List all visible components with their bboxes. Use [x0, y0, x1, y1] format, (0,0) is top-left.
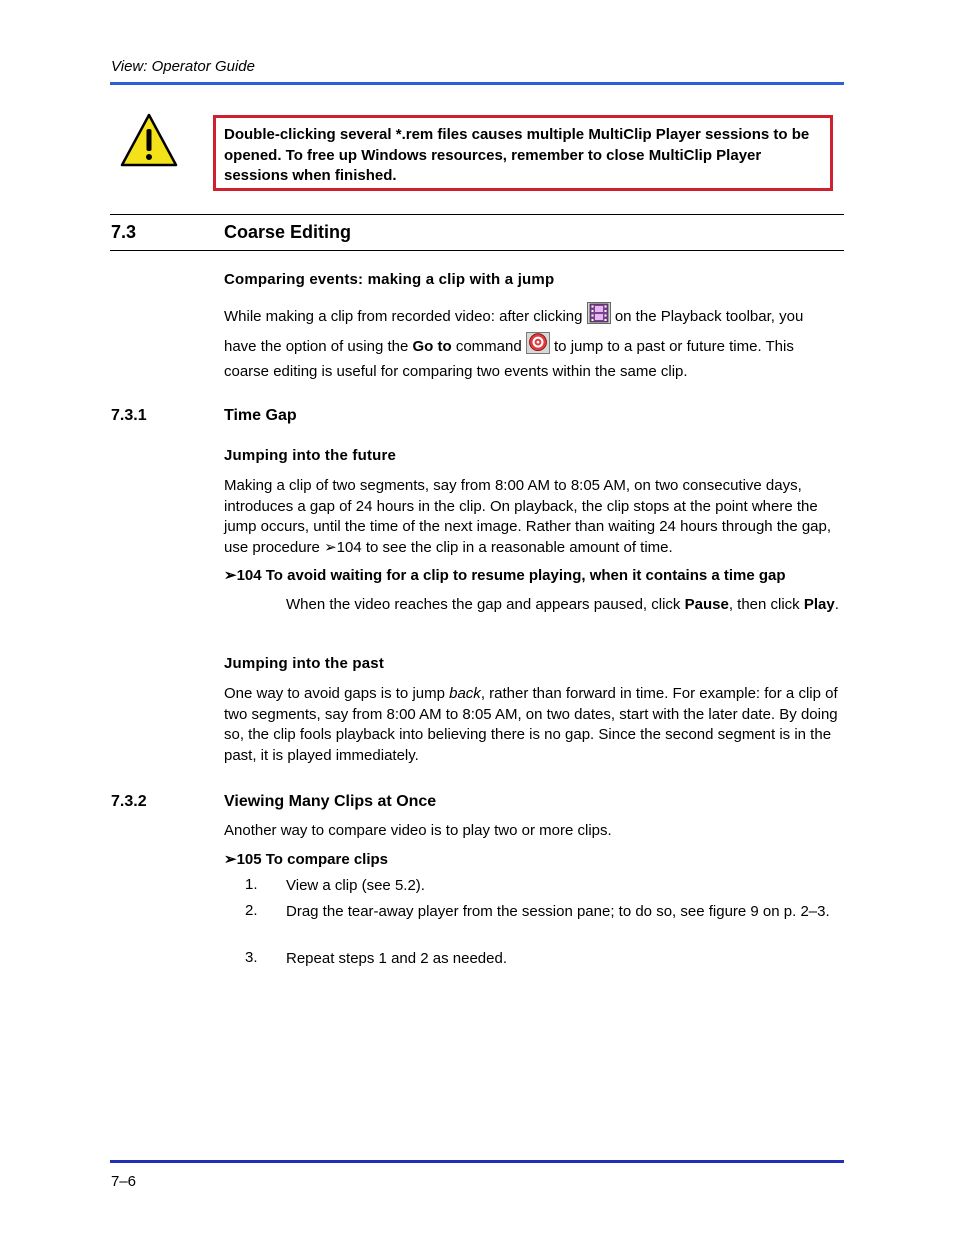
- past-paragraph: One way to avoid gaps is to jump back, rather than forward in time. For example: for a clip of two segments, say from 8:00 AM to 8:05 AM, on two dates, start with the later date. By doing so, the clip fools playback into believing there is no gap. Since the second segment is in the past, it is played immediately.: [224, 685, 838, 764]
- goto-command-label: Go to: [412, 338, 452, 355]
- sub2-paragraph: Another way to compare video is to play two or more clips.: [224, 822, 612, 839]
- step-number: 2.: [245, 902, 258, 919]
- goto-target-icon: [526, 332, 550, 354]
- procedure-104-text: When the video reaches the gap and appears paused, click Pause, then click Play.: [286, 596, 839, 613]
- step-text: Repeat steps 1 and 2 as needed.: [286, 950, 508, 967]
- section-rule-top: [110, 214, 844, 215]
- intro-text: coarse editing is useful for comparing two events within the same clip.: [224, 363, 688, 380]
- pause-label: Pause: [684, 596, 729, 613]
- procedure-105-heading: ➢105 To compare clips: [224, 851, 389, 868]
- step-number: 1.: [245, 876, 258, 893]
- intro-text: have the option of using the: [224, 338, 409, 355]
- procedure-104-heading: ➢104 To avoid waiting for a clip to resume playing, when it contains a time gap: [224, 567, 786, 584]
- header-rule: [110, 82, 844, 85]
- intro-text: to jump to a past or future time. This: [554, 338, 794, 355]
- subsection-title: Time Gap: [224, 407, 297, 424]
- intro-text: on the Playback toolbar, you: [614, 308, 804, 325]
- clip-film-icon: [587, 302, 611, 324]
- subsection-number: 7.3.2: [111, 793, 147, 810]
- step-number: 3.: [245, 949, 258, 966]
- emphasis-back: back: [449, 685, 481, 702]
- subsection-title: Viewing Many Clips at Once: [224, 793, 437, 810]
- future-paragraph: Making a clip of two segments, say from 8:00 AM to 8:05 AM, on two consecutive days, introduces a gap of 24 hours in the clip. On playback, the clip stops at the point where the jump occurs, until the time of the next image. Rather than waiting 24 hours through the gap, use procedure ➢104 to see the clip in a reasonable amount of time.: [224, 477, 832, 556]
- intro-text: command: [455, 338, 522, 355]
- past-runin-heading: Jumping into the past: [224, 655, 385, 672]
- play-label: Play: [803, 596, 835, 613]
- running-header: View: Operator Guide: [111, 58, 255, 75]
- future-runin-heading: Jumping into the future: [224, 447, 397, 464]
- section-title: Coarse Editing: [224, 222, 352, 242]
- warning-text: Double-clicking several *.rem files causes multiple MultiClip Player sessions to be opened. To free up Windows resources, remember to close MultiClip Player sessions when finished.: [224, 126, 810, 184]
- section-number: 7.3: [111, 222, 137, 242]
- intro-text: While making a clip from recorded video: after clicking: [224, 308, 583, 325]
- page-number: 7–6: [111, 1173, 137, 1190]
- intro-runin-heading: Comparing events: making a clip with a jump: [224, 271, 555, 288]
- subsection-number: 7.3.1: [111, 407, 147, 424]
- section-rule-bottom: [110, 250, 844, 251]
- footer-rule: [110, 1160, 844, 1163]
- step-text: View a clip (see 5.2).: [286, 877, 425, 894]
- step-text: Drag the tear-away player from the session pane; to do so, see figure 9 on p. 2–3.: [286, 903, 830, 920]
- warning-icon: [120, 112, 178, 168]
- intro-paragraph: [224, 302, 838, 382]
